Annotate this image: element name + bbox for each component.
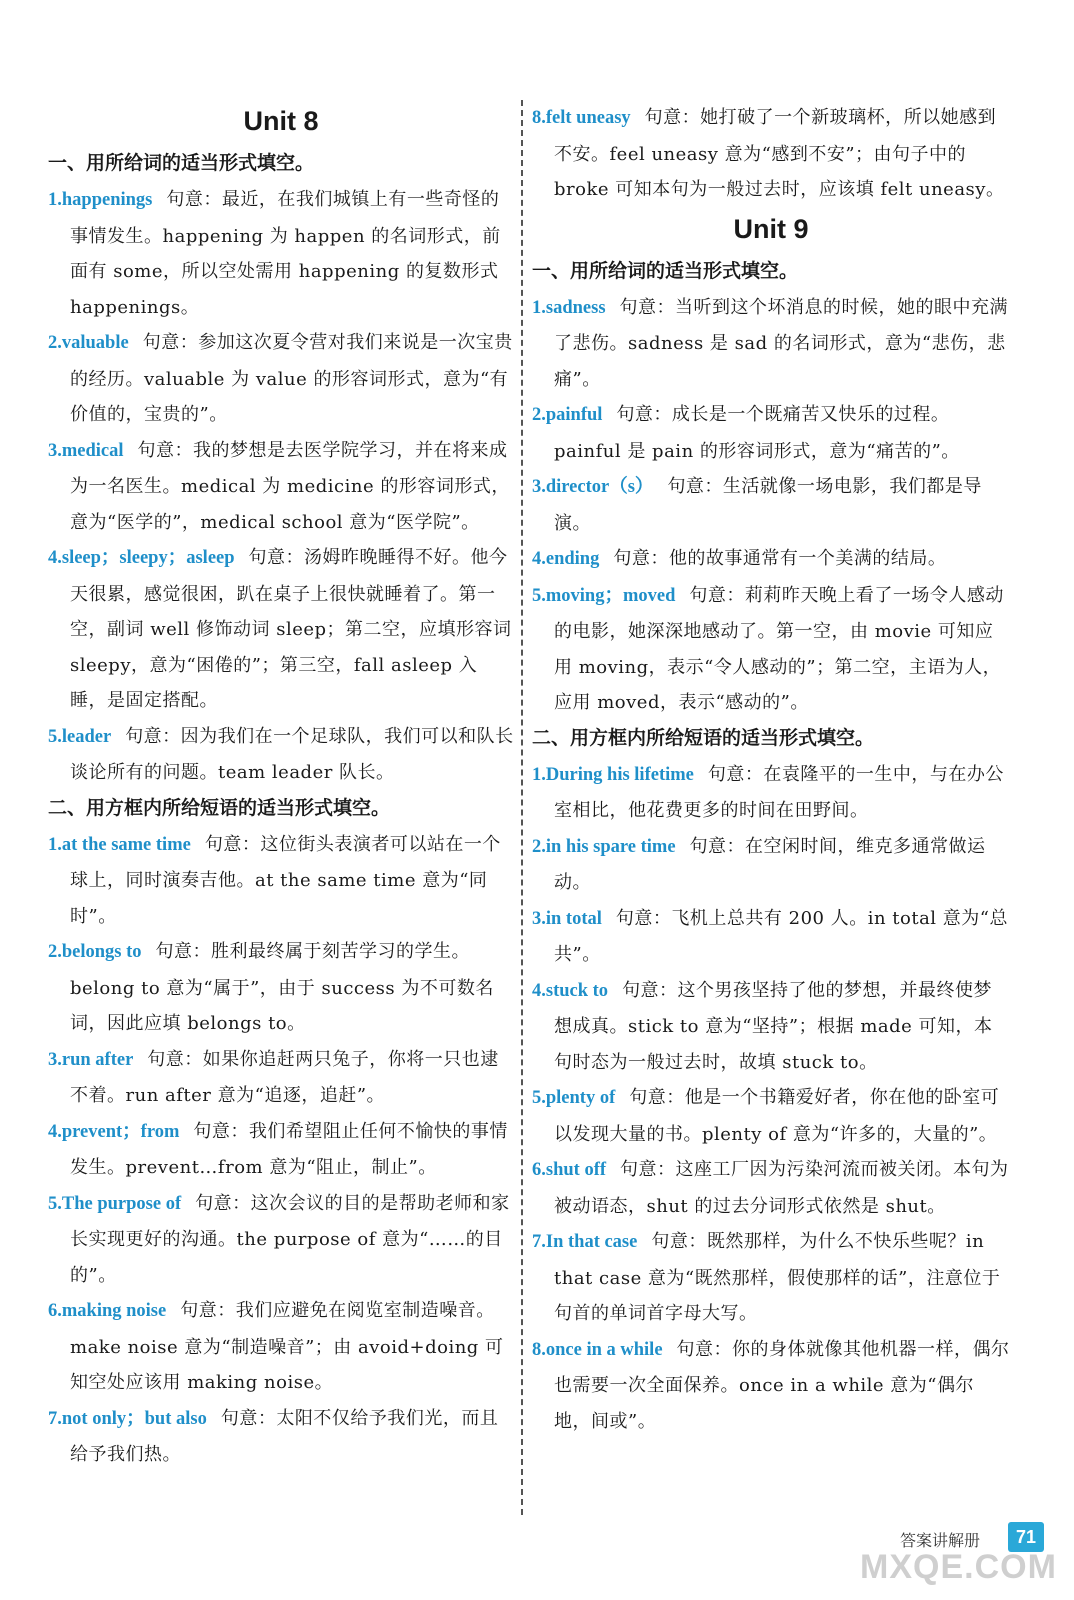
watermark: MXQE.COM [860,1548,1057,1586]
list-item [48,1293,514,1401]
list-item [532,469,1010,541]
answer-text: 7.In that case [532,1232,638,1252]
explanation-text: 句意：生活就像一场电影，我们都是导演。 [554,476,982,534]
answer-text: 2.painful [532,405,603,425]
right-column [532,100,1010,1439]
list-item [48,1042,514,1114]
list-item [48,433,514,541]
explanation-text: 句意：胜利最终属于刻苦学习的学生。belong to 意为“属于”，由于 success 为不可数名词，因此应填 belongs to。 [70,941,494,1034]
answer-text: 1.sadness [532,297,606,318]
list-item [48,1114,514,1186]
explanation-text: 句意：我们希望阻止任何不愉快的事情发生。prevent…from 意为“阻止，制止”。 [70,1120,508,1178]
explanation-text: 句意：这座工厂因为污染河流而被关闭。本句为被动语态，shut 的过去分词形式依然是 shut。 [554,1159,1009,1217]
explanation-text: 句意：我的梦想是去医学院学习，并在将来成为一名医生。medical 为 medicine 的形容词形式，意为“医学的”，medical school 意为“医学院”。 [70,439,510,533]
answer-text: 4.sleep；sleepy；asleep [48,548,235,568]
answer-text: 3.in total [532,908,602,929]
page-number: 71 [1008,1522,1044,1552]
answer-text: 3.medical [48,440,124,461]
list-item [532,901,1010,973]
list-item [532,973,1010,1081]
answer-text: 6.shut off [532,1160,607,1180]
answer-text: 6.making noise [48,1301,167,1321]
explanation-text: 句意：在空闲时间，维克多通常做运动。 [554,835,986,893]
answer-text: 4.stuck to [532,980,609,1001]
list-item [532,1224,1010,1332]
unit-8-title: Unit 8 [243,106,319,136]
list-item [532,578,1010,721]
answer-text: 7.not only；but also [48,1408,207,1429]
explanation-text: 句意：飞机上总共有 200 人。in total 意为“总共”。 [554,907,1008,965]
explanation-text: 句意：在袁隆平的一生中，与在办公室相比，他花费更多的时间在田野间。 [554,763,1004,821]
answer-text: 8.once in a while [532,1339,663,1360]
explanation-text: 句意：太阳不仅给予我们光，而且给予我们热。 [70,1407,499,1465]
column-divider [521,100,523,1515]
unit9-section1-title: 一、用所给词的适当形式填空。 [532,259,799,282]
answer-text: 1.During his lifetime [532,764,694,785]
answer-text: 4.prevent；from [48,1121,180,1142]
list-item [48,827,514,935]
explanation-text: 句意：我们应避免在阅览室制造噪音。make noise 意为“制造噪音”；由 avoid+doing 可知空处应该用 making noise。 [70,1300,504,1393]
list-item [532,290,1010,398]
list-item [48,719,514,791]
answer-text: 1.happenings [48,190,153,210]
unit8-section1-title: 一、用所给词的适当形式填空。 [48,152,315,174]
list-item [48,1186,514,1294]
answer-text: 5.plenty of [532,1088,616,1108]
explanation-text: 句意：这位街头表演者可以站在一个球上，同时演奏吉他。at the same time 意为“同时”。 [70,833,501,927]
explanation-text: 句意：既然那样，为什么不快乐些呢？in that case 意为“既然那样，假使那样的话”，注意位于句首的单词首字母大写。 [554,1231,1001,1324]
list-item [532,1332,1010,1440]
footer-label: 答案讲解册 [900,1531,981,1550]
list-item [48,325,514,433]
list-item [532,397,1010,469]
answer-text: 2.belongs to [48,942,142,962]
explanation-text: 句意：参加这次夏令营对我们来说是一次宝贵的经历。valuable 为 value 的形容词形式，意为“有价值的，宝贵的”。 [70,332,513,425]
answer-text: 5.leader [48,726,112,747]
answer-text: 5.moving；moved [532,585,676,606]
explanation-text: 句意：你的身体就像其他机器一样，偶尔也需要一次全面保养。once in a while 意为“偶尔地，间或”。 [554,1338,1010,1432]
list-item [48,540,514,719]
left-column [48,100,514,1473]
answer-text: 3.director（s） [532,477,654,497]
unit-9-title: Unit 9 [733,213,809,244]
list-item [532,541,1010,578]
unit8-section2-title: 二、用方框内所给短语的适当形式填空。 [48,796,391,819]
explanation-text: 句意：她打破了一个新玻璃杯，所以她感到不安。feel uneasy 意为“感到不安”；由句子中的 broke 可知本句为一般过去时，应该填 felt uneasy。 [554,107,1005,200]
explanation-text: 句意：汤姆昨晚睡得不好。他今天很累，感觉很困，趴在桌子上很快就睡着了。第一空，副词 well 修饰动词 sleep；第二空，应填形容词 sleepy，意为“困倦的”；第三空，fall asleep 入睡，是固定搭配。 [70,547,512,711]
explanation-text: 句意：这次会议的目的是帮助老师和家长实现更好的沟通。the purpose of 意为“……的目的”。 [70,1192,510,1286]
list-item [532,1152,1010,1224]
explanation-text: 句意：当听到这个坏消息的时候，她的眼中充满了悲伤。sadness 是 sad 的名词形式，意为“悲伤，悲痛”。 [554,296,1009,390]
list-item [48,1401,514,1473]
list-item [532,829,1010,901]
explanation-text: 句意：这个男孩坚持了他的梦想，并最终使梦想成真。stick to 意为“坚持”；根据 made 可知，本句时态为一般过去时，故填 stuck to。 [554,979,993,1073]
list-item [48,934,514,1042]
unit9-section2-title: 二、用方框内所给短语的适当形式填空。 [532,726,875,749]
explanation-text: 句意：成长是一个既痛苦又快乐的过程。painful 是 pain 的形容词形式，意为“痛苦的”。 [554,404,960,462]
explanation-text: 句意：莉莉昨天晚上看了一场令人感动的电影，她深深地感动了。第一空，由 movie 可知应用 moving，表示“令人感动的”；第二空，主语为人，应用 moved，表示“感动的”。 [554,584,1004,713]
list-item [48,182,514,325]
explanation-text: 句意：如果你追赶两只兔子，你将一只也逮不着。run after 意为“追逐，追赶”。 [70,1048,499,1106]
explanation-text: 句意：他是一个书籍爱好者，你在他的卧室可以发现大量的书。plenty of 意为“许多的，大量的”。 [554,1087,1000,1145]
explanation-text: 句意：他的故事通常有一个美满的结局。 [613,548,947,569]
answer-text: 3.run after [48,1049,134,1070]
list-item [532,757,1010,829]
answer-text: 8.felt uneasy [532,108,631,128]
list-item [532,1080,1010,1152]
answer-text: 2.in his spare time [532,836,676,857]
answer-text: 1.at the same time [48,834,191,855]
list-item [532,100,1010,208]
answer-text: 5.The purpose of [48,1193,182,1214]
explanation-text: 句意：最近，在我们城镇上有一些奇怪的事情发生。happening 为 happen 的名词形式，前面有 some，所以空处需用 happening 的复数形式 happenings。 [70,189,501,318]
answer-text: 2.valuable [48,333,129,353]
explanation-text: 句意：因为我们在一个足球队，我们可以和队长谈论所有的问题。team leader 队长。 [70,725,514,783]
answer-text: 4.ending [532,549,600,569]
